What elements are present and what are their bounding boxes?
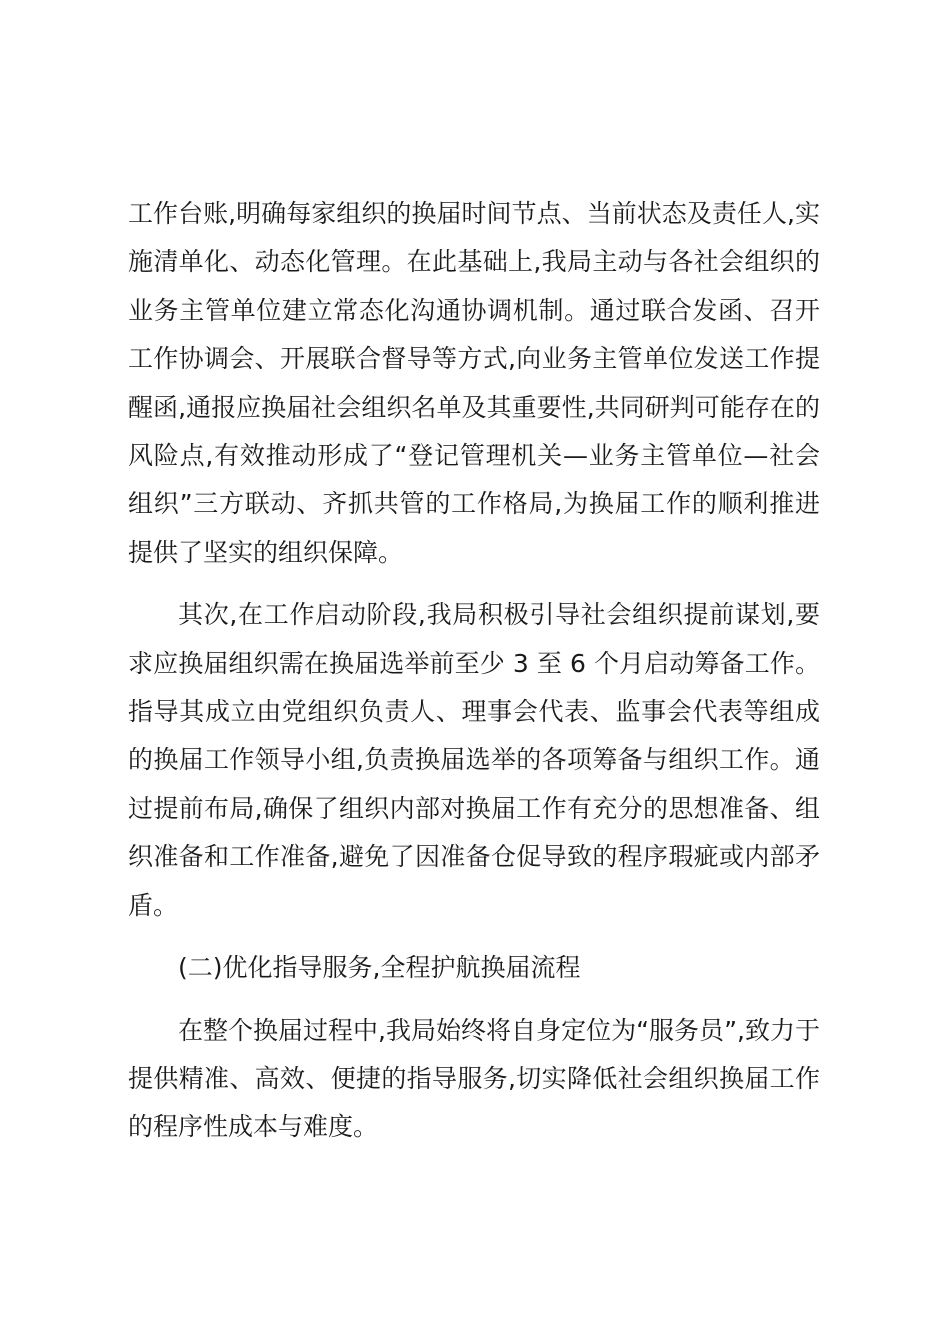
- paragraph-spacer: [128, 577, 820, 591]
- paragraph-ledger-coordination: 工作台账,明确每家组织的换届时间节点、当前状态及责任人,实施清单化、动态化管理。在此基础上,我局主动与各社会组织的业务主管单位建立常态化沟通协调机制。通过联合发函、召开工作协调会、开展联合督导等方式,向业务主管单位发送工作提醒函,通报应换届社会组织名单及其重要性,共同研判可能存在的风险点,有效推动形成了“登记管理机关—业务主管单位—社会组织”三方联动、齐抓共管的工作格局,为换届工作的顺利推进提供了坚实的组织保障。: [128, 199, 820, 567]
- paragraph-guidance-service: 在整个换届过程中,我局始终将自身定位为“服务员”,致力于提供精准、高效、便捷的指导服务,切实降低社会组织换届工作的程序性成本与难度。: [128, 1015, 820, 1142]
- paragraph-spacer: [128, 993, 820, 1007]
- paragraph-spacer: [128, 930, 820, 944]
- paragraph-early-planning: 其次,在工作启动阶段,我局积极引导社会组织提前谋划,要求应换届组织需在换届选举前至少 3 至 6 个月启动筹备工作。指导其成立由党组织负责人、理事会代表、监事会代表等组成的换届工作领导小组,负责换届选举的各项筹备与组织工作。通过提前布局,确保了组织内部对换届工作有充分的思想准备、组织准备和工作准备,避免了因准备仓促导致的程序瑕疵或内部矛盾。: [128, 600, 820, 920]
- document-body: [128, 190, 820, 1152]
- section-heading: (二)优化指导服务,全程护航换届流程: [178, 953, 581, 983]
